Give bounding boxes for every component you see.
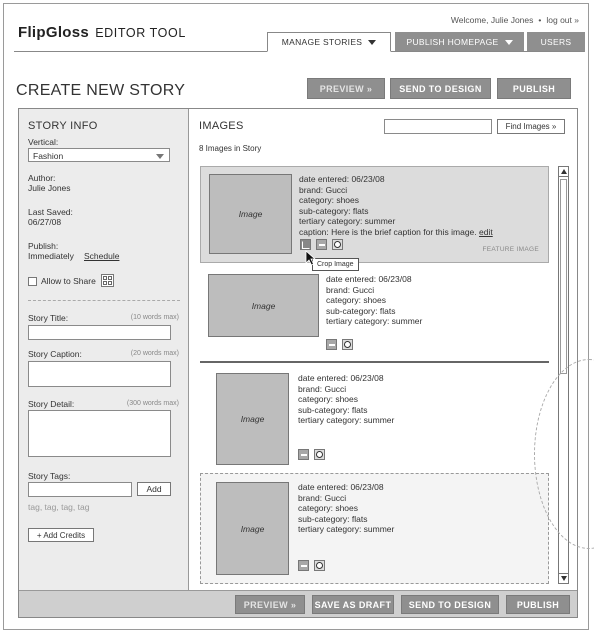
meta-brand: brand: Gucci	[299, 184, 348, 195]
zoom-icon[interactable]	[342, 339, 353, 350]
tab-manage-stories[interactable]	[267, 32, 391, 52]
story-detail-input[interactable]	[28, 410, 171, 457]
last-saved-label: Last Saved:	[28, 207, 73, 217]
story-detail-hint: (300 words max)	[126, 400, 179, 407]
allow-share-checkbox[interactable]	[28, 277, 37, 286]
app-logo[interactable]	[18, 24, 186, 41]
meta-brand: brand: Gucci	[298, 492, 347, 503]
mouse-cursor-icon	[305, 250, 317, 266]
schedule-link[interactable]: Schedule	[84, 251, 120, 261]
image-thumbnail[interactable]: Image	[209, 174, 292, 254]
meta-brand: brand: Gucci	[326, 284, 375, 295]
list-divider	[200, 361, 549, 363]
add-credits-button[interactable]: + Add Credits	[28, 528, 94, 542]
remove-icon[interactable]	[326, 339, 337, 350]
story-info-title: STORY INFO	[28, 120, 98, 132]
footer-action-bar	[19, 590, 577, 617]
author-label: Author:	[28, 173, 56, 183]
chevron-down-icon	[368, 40, 376, 45]
scroll-down-arrow-icon[interactable]	[559, 573, 568, 583]
chevron-down-icon	[156, 154, 164, 159]
image-card[interactable]	[200, 367, 549, 469]
footer-preview-button[interactable]: PREVIEW »	[235, 595, 305, 614]
story-caption-input[interactable]	[28, 361, 171, 387]
story-detail-label: Story Detail:	[28, 399, 75, 409]
publish-value: Immediately	[28, 251, 74, 261]
share-icon[interactable]	[101, 274, 114, 287]
feature-image-label: FEATURE IMAGE	[482, 246, 539, 253]
zoom-icon[interactable]	[314, 449, 325, 460]
meta-date: date entered: 06/23/08	[326, 274, 412, 284]
author-value: Julie Jones	[28, 183, 71, 193]
chevron-down-icon	[505, 40, 513, 45]
meta-tertiary: tertiary category: summer	[298, 524, 395, 534]
meta-subcategory: sub-category: flats	[298, 404, 368, 415]
story-editor-panel	[18, 108, 578, 618]
tags-list: tag, tag, tag, tag	[28, 502, 90, 512]
publish-label: Publish:	[28, 241, 59, 251]
story-tags-label: Story Tags:	[28, 471, 71, 481]
images-panel	[190, 109, 577, 591]
footer-publish-button[interactable]: PUBLISH	[506, 595, 570, 614]
vertical-label: Vertical:	[28, 137, 59, 147]
footer-send-to-design-button[interactable]: SEND TO DESIGN	[401, 595, 499, 614]
scrollbar-thumb[interactable]	[560, 179, 567, 374]
preview-button[interactable]: PREVIEW »	[307, 78, 385, 99]
caption-text: caption: Here is the brief caption for this image.	[299, 226, 477, 237]
publish-button[interactable]: PUBLISH	[497, 78, 571, 99]
story-tags-input[interactable]	[28, 482, 132, 497]
tab-manage-stories-label: MANAGE STORIES	[281, 37, 363, 47]
meta-subcategory: sub-category: flats	[299, 205, 369, 216]
image-search-input[interactable]	[384, 119, 492, 134]
story-caption-label: Story Caption:	[28, 349, 82, 359]
app-subtitle: EDITOR TOOL	[95, 26, 186, 40]
meta-tertiary: tertiary category: summer	[326, 316, 423, 326]
crop-icon[interactable]	[300, 239, 311, 250]
tab-users-label: USERS	[540, 37, 572, 47]
vertical-select-value: Fashion	[33, 151, 64, 161]
image-card[interactable]	[200, 166, 549, 263]
meta-date: date entered: 06/23/08	[299, 174, 385, 184]
user-bar	[451, 15, 579, 25]
meta-subcategory: sub-category: flats	[298, 513, 368, 524]
meta-category: category: shoes	[299, 195, 360, 205]
scroll-up-arrow-icon[interactable]	[559, 167, 568, 177]
story-title-label: Story Title:	[28, 313, 69, 323]
remove-icon[interactable]	[298, 560, 309, 571]
logout-link[interactable]: log out »	[546, 15, 579, 25]
image-meta	[299, 174, 539, 237]
image-thumbnail[interactable]: Image	[208, 274, 319, 337]
image-thumbnail[interactable]: Image	[216, 373, 289, 465]
vertical-select[interactable]	[28, 148, 170, 162]
tab-publish-homepage-label: PUBLISH HOMEPAGE	[406, 37, 499, 47]
remove-icon[interactable]	[316, 239, 327, 250]
story-caption-hint: (20 words max)	[130, 350, 179, 357]
last-saved-value: 06/27/08	[28, 217, 62, 227]
brand-name: FlipGloss	[18, 24, 90, 41]
meta-brand: brand: Gucci	[298, 383, 347, 394]
image-count: 8 Images in Story	[199, 144, 262, 153]
meta-tertiary: tertiary category: summer	[299, 216, 396, 226]
image-meta	[298, 482, 538, 535]
meta-date: date entered: 06/23/08	[298, 482, 384, 492]
save-as-draft-button[interactable]: SAVE AS DRAFT	[312, 595, 394, 614]
crop-tooltip: Crop Image	[312, 258, 359, 271]
meta-date: date entered: 06/23/08	[298, 373, 384, 383]
story-title-input[interactable]	[28, 325, 171, 340]
caption-edit-link[interactable]: edit	[479, 226, 493, 237]
meta-category: category: shoes	[326, 295, 387, 305]
tab-publish-homepage[interactable]	[395, 32, 524, 52]
app-frame	[3, 3, 589, 630]
meta-category: category: shoes	[298, 394, 359, 404]
image-thumbnail[interactable]: Image	[216, 482, 289, 575]
meta-tertiary: tertiary category: summer	[298, 415, 395, 425]
find-images-button[interactable]: Find Images »	[497, 119, 565, 134]
zoom-icon[interactable]	[332, 239, 343, 250]
image-card[interactable]	[200, 269, 549, 357]
send-to-design-button[interactable]: SEND TO DESIGN	[390, 78, 491, 99]
meta-subcategory: sub-category: flats	[326, 305, 396, 316]
meta-category: category: shoes	[298, 503, 359, 513]
section-divider	[28, 300, 180, 301]
meta-caption	[299, 227, 539, 238]
add-tag-button[interactable]: Add	[137, 482, 171, 496]
remove-icon[interactable]	[298, 449, 309, 460]
tab-users[interactable]	[527, 32, 585, 52]
images-title: IMAGES	[199, 120, 244, 132]
image-card[interactable]	[200, 473, 549, 584]
image-meta	[326, 274, 541, 327]
story-info-panel	[19, 109, 189, 591]
welcome-text: Welcome, Julie Jones	[450, 15, 534, 25]
image-meta	[298, 373, 538, 426]
page-title: CREATE NEW STORY	[16, 82, 186, 99]
allow-share-label: Allow to Share	[41, 276, 96, 286]
zoom-icon[interactable]	[314, 560, 325, 571]
user-bar-separator: •	[538, 15, 542, 25]
story-title-hint: (10 words max)	[130, 314, 179, 321]
